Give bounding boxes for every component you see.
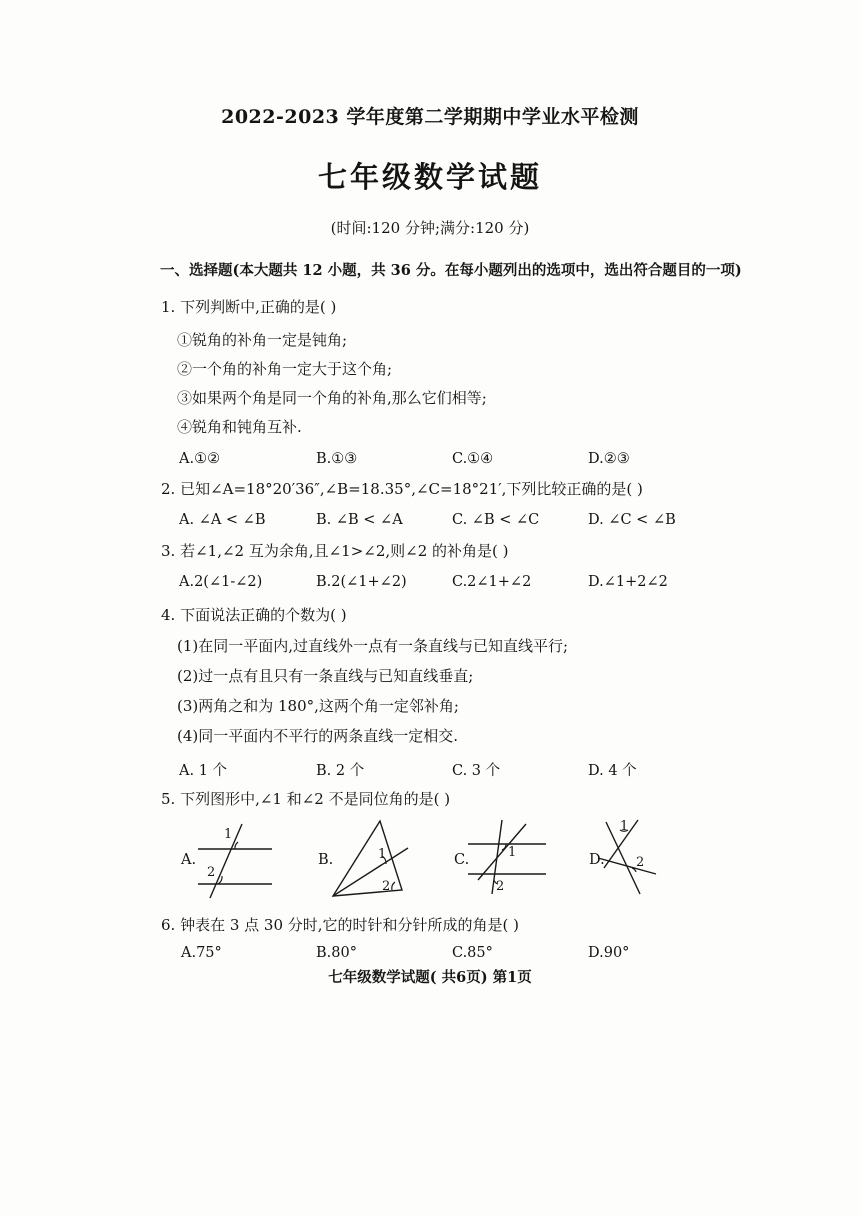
question-6-stem: 6. 钟表在 3 点 30 分时,它的时针和分针所成的角是( ) xyxy=(161,916,520,934)
question-6-option-d: D.90° xyxy=(588,945,630,961)
question-1-option-d: D.②③ xyxy=(588,451,630,467)
figure-c-arc-1 xyxy=(502,844,506,850)
question-5-option-d: D. xyxy=(589,852,605,868)
question-5-option-c: C. xyxy=(454,852,470,868)
question-5-stem: 5. 下列图形中,∠1 和∠2 不是同位角的是( ) xyxy=(161,790,451,808)
question-1-statement-4: ④锐角和钝角互补. xyxy=(177,418,302,436)
question-4-stem: 4. 下面说法正确的个数为( ) xyxy=(161,606,347,624)
figure-d-line-3 xyxy=(598,858,656,874)
question-1-stem: 1. 下列判断中,正确的是( ) xyxy=(161,298,337,316)
question-4-statement-1: (1)在同一平面内,过直线外一点有一条直线与已知直线平行; xyxy=(177,637,569,655)
figure-b-label-2: 2 xyxy=(382,879,391,894)
question-5-option-b: B. xyxy=(318,852,334,868)
figure-d-label-1: 1 xyxy=(620,819,629,834)
question-4-option-a: A. 1 个 xyxy=(179,763,228,779)
figure-d-label-2: 2 xyxy=(636,855,645,870)
question-2-option-b: B. ∠B < ∠A xyxy=(316,512,403,528)
question-2-option-d: D. ∠C < ∠B xyxy=(588,512,676,528)
question-6-option-b: B.80° xyxy=(316,945,357,961)
question-4-statement-2: (2)过一点有且只有一条直线与已知直线垂直; xyxy=(177,667,474,685)
question-4-statement-4: (4)同一平面内不平行的两条直线一定相交. xyxy=(177,727,459,745)
question-4-option-b: B. 2 个 xyxy=(316,763,365,779)
figure-b xyxy=(330,818,420,908)
figure-b-label-1: 1 xyxy=(378,847,387,862)
question-3-stem: 3. 若∠1,∠2 互为余角,且∠1>∠2,则∠2 的补角是( ) xyxy=(161,542,509,560)
figure-a-label-1: 1 xyxy=(224,827,233,842)
question-1-statement-1: ①锐角的补角一定是钝角; xyxy=(177,331,348,349)
question-1-statement-3: ③如果两个角是同一个角的补角,那么它们相等; xyxy=(177,389,487,407)
question-2-option-a: A. ∠A < ∠B xyxy=(179,512,266,528)
exam-title: 2022-2023 学年度第二学期期中学业水平检测 xyxy=(221,106,639,128)
question-3-option-b: B.2(∠1+∠2) xyxy=(316,574,407,590)
page-title: 七年级数学试题 xyxy=(317,160,542,194)
question-1-option-a: A.①② xyxy=(179,451,221,467)
section-header: 一、选择题(本大题共 12 小题，共 36 分。在每小题列出的选项中，选出符合题目的一项) xyxy=(160,262,742,279)
figure-a-arc-1 xyxy=(235,842,238,849)
figure-d xyxy=(596,818,666,898)
figure-c-label-2: 2 xyxy=(496,879,505,894)
question-3-option-a: A.2(∠1-∠2) xyxy=(179,574,263,590)
exam-info: (时间:120 分钟;满分:120 分) xyxy=(330,219,530,237)
figure-b-arc-2 xyxy=(392,882,395,890)
question-6-option-a: A.75° xyxy=(181,945,222,961)
question-3-option-d: D.∠1+2∠2 xyxy=(588,574,668,590)
question-1-option-c: C.①④ xyxy=(452,451,494,467)
figure-a xyxy=(196,820,286,900)
figure-c xyxy=(466,818,556,898)
page-footer: 七年级数学试题( 共6页) 第1页 xyxy=(328,969,532,986)
question-6-option-c: C.85° xyxy=(452,945,493,961)
figure-c-label-1: 1 xyxy=(508,845,517,860)
question-1-statement-2: ②一个角的补角一定大于这个角; xyxy=(177,360,393,378)
figure-a-label-2: 2 xyxy=(207,865,216,880)
question-5-option-a: A. xyxy=(181,852,197,868)
question-2-option-c: C. ∠B < ∠C xyxy=(452,512,540,528)
figure-c-transversal-2 xyxy=(478,824,526,880)
question-4-statement-3: (3)两角之和为 180°,这两个角一定邻补角; xyxy=(177,697,459,715)
question-1-option-b: B.①③ xyxy=(316,451,358,467)
question-4-option-c: C. 3 个 xyxy=(452,763,501,779)
question-3-option-c: C.2∠1+∠2 xyxy=(452,574,532,590)
question-4-option-d: D. 4 个 xyxy=(588,763,637,779)
question-2-stem: 2. 已知∠A=18°20′36″,∠B=18.35°,∠C=18°21′,下列比较正确的是( ) xyxy=(161,480,643,498)
